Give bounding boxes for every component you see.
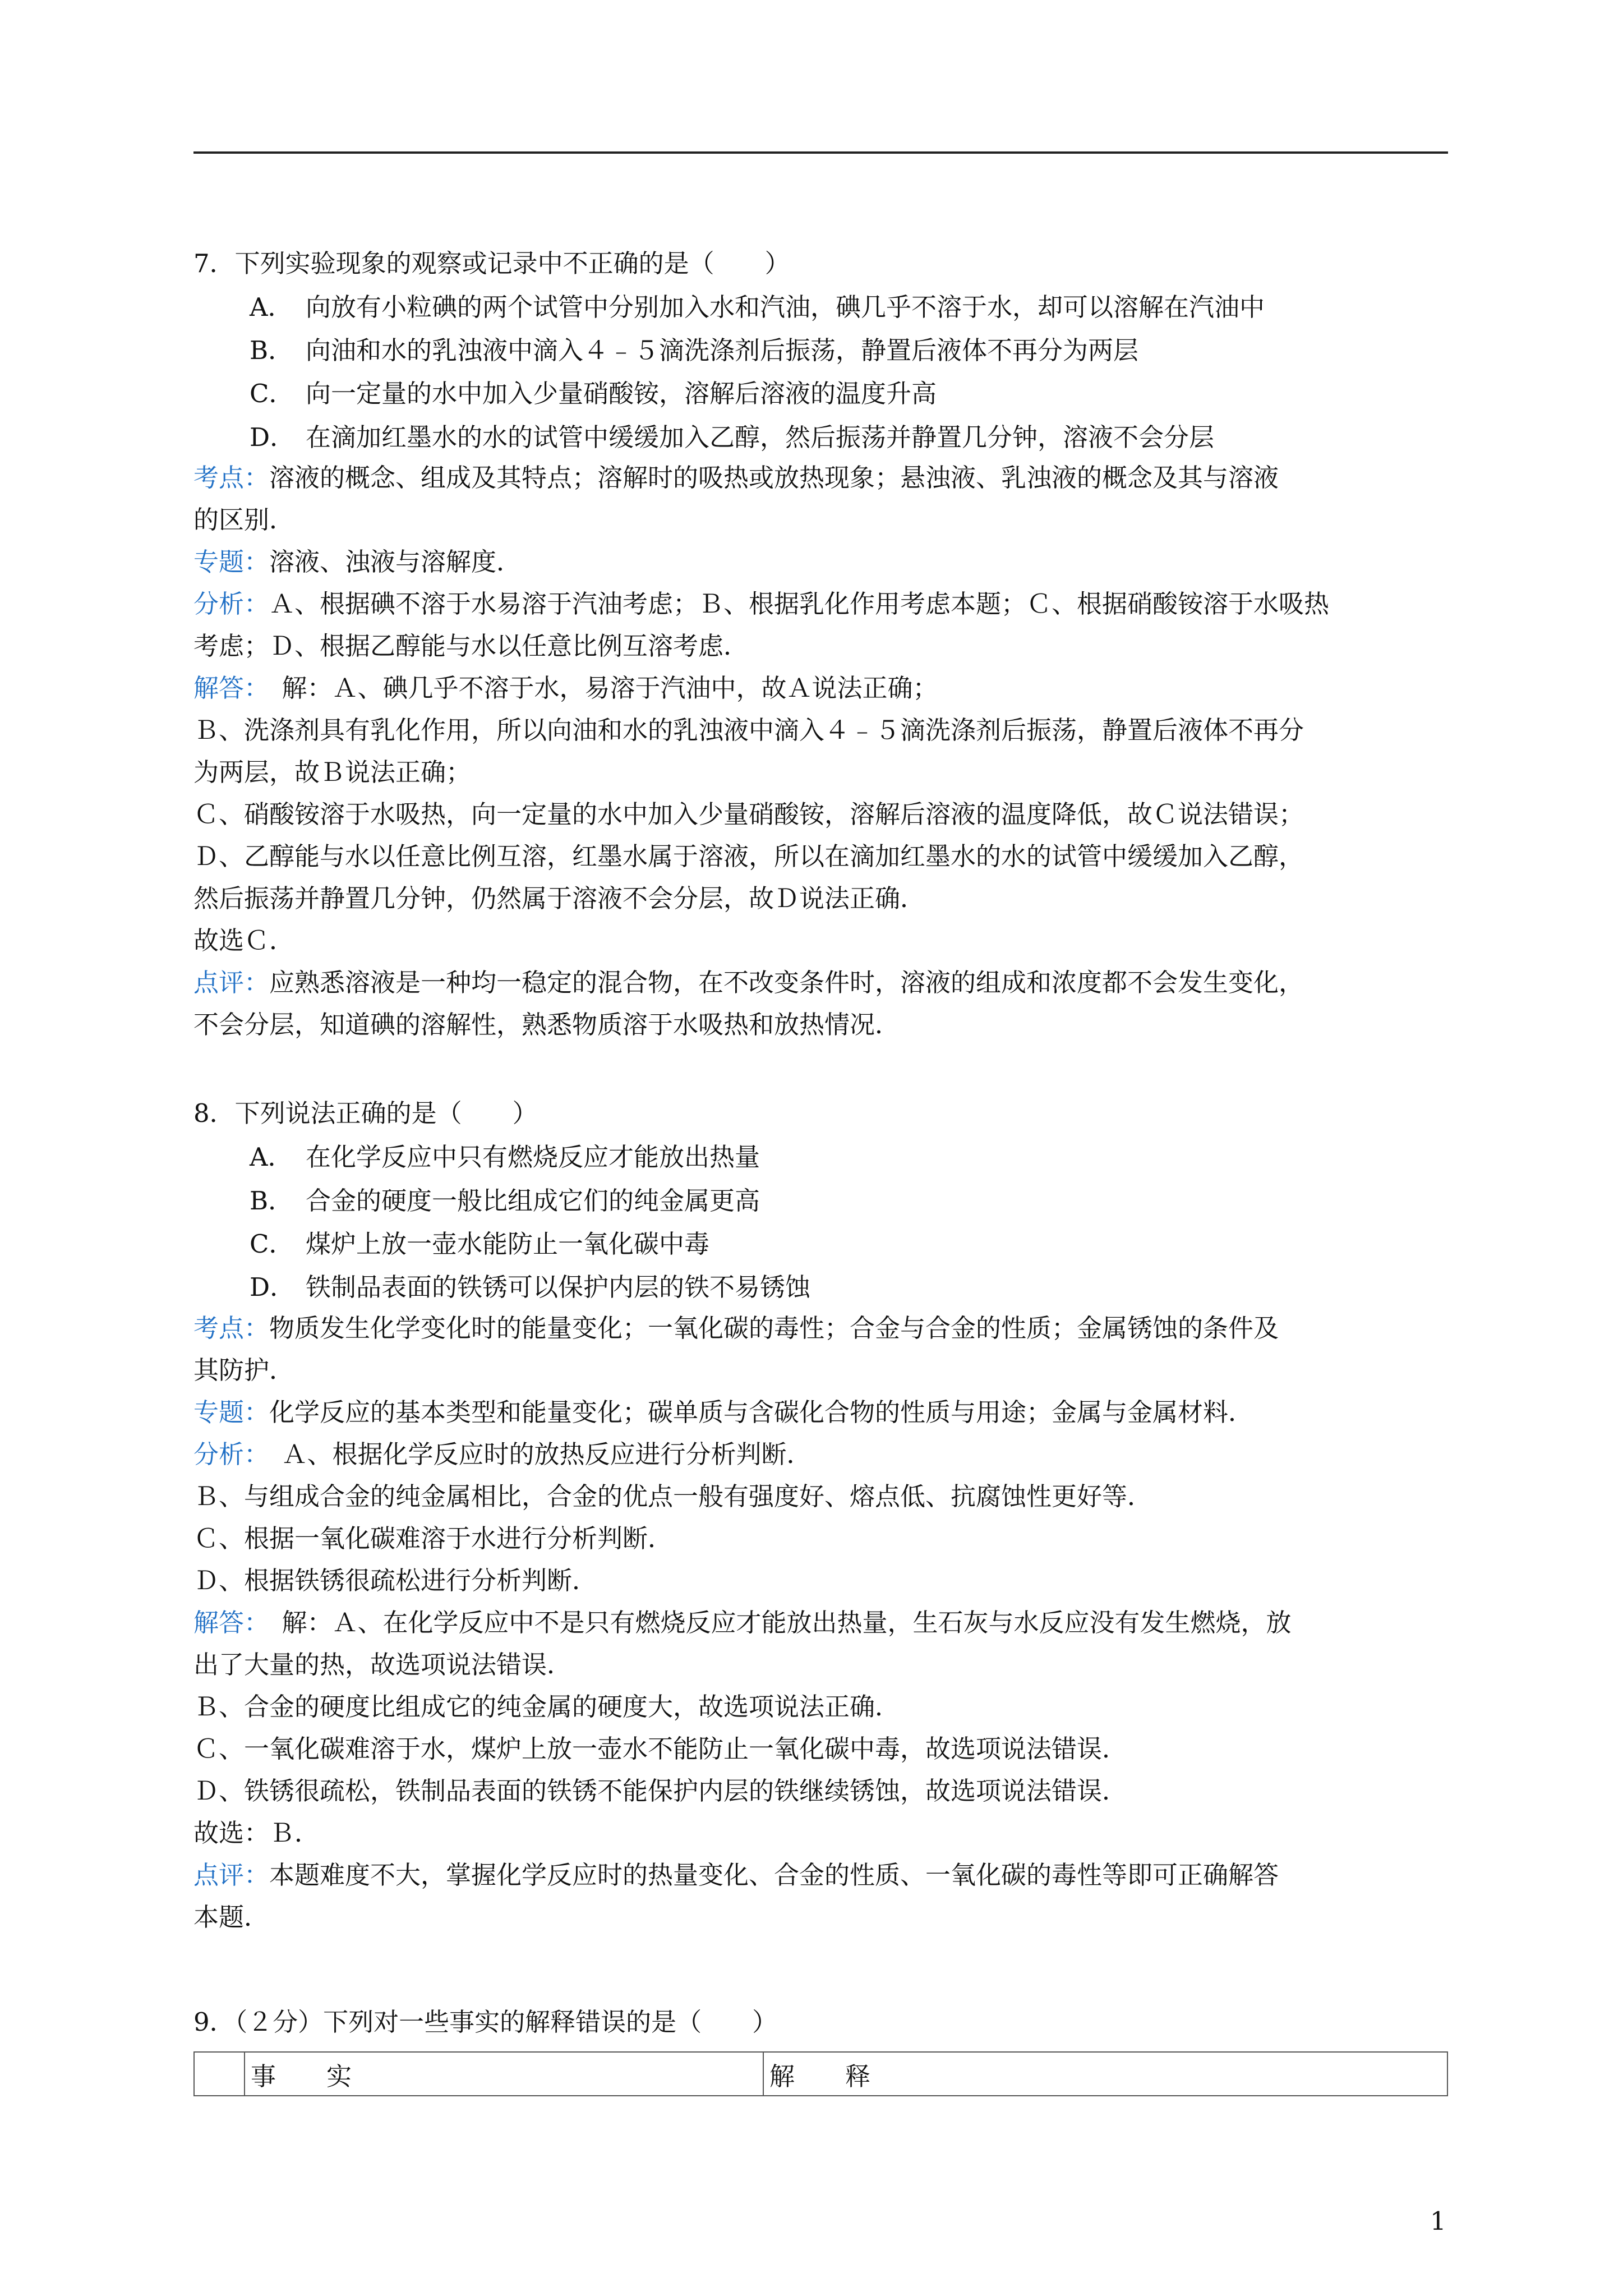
q7-dianping-label: 点评：: [193, 968, 270, 997]
q7-zhuanti-label: 专题：: [193, 547, 270, 577]
q8-stem: 8．下列说法正确的是（ ）: [193, 1098, 538, 1128]
q7-jieda-line-5: Ｄ、乙醇能与水以任意比例互溶，红墨水属于溶液，所以在滴加红墨水的水的试管中缓缓加入乙醇，: [193, 841, 1304, 871]
header-rule: [193, 151, 1448, 154]
q7-option-a-text: 向放有小粒碘的两个试管中分别加入水和汽油，碘几乎不溶于水，却可以溶解在汽油中: [306, 292, 1265, 322]
q8-option-b[interactable]: [250, 1184, 760, 1218]
q8-fenxi-line-4: Ｄ、根据铁锈很疏松进行分析判断．: [193, 1566, 598, 1595]
q8-zhuanti-label: 专题：: [193, 1397, 270, 1427]
q7-fenxi-line-1: Ａ、根据碘不溶于水易溶于汽油考虑；Ｂ、根据乳化作用考虑本题；Ｃ、根据硝酸铵溶于水吸热: [269, 589, 1330, 619]
q8-fenxi-line-2: Ｂ、与组成合金的纯金属相比，合金的优点一般有强度好、熔点低、抗腐蚀性更好等．: [193, 1481, 1153, 1511]
q7-option-c-text: 向一定量的水中加入少量硝酸铵，溶解后溶液的温度升高: [306, 379, 937, 408]
q7-jieda: [193, 671, 938, 705]
q8-fenxi-line-1: Ａ、根据化学反应时的放热反应进行分析判断．: [256, 1439, 812, 1469]
q8-option-a-letter: A．: [250, 1142, 293, 1172]
q8-dianping-line-2: 本题．: [193, 1902, 270, 1932]
q7-kaodian-line-2: 的区别．: [193, 505, 295, 535]
q8-dianping: [193, 1858, 1279, 1892]
q8-option-b-text: 合金的硬度一般比组成它们的纯金属更高: [306, 1186, 760, 1216]
q8-dianping-label: 点评：: [193, 1860, 270, 1890]
q8-kaodian: [193, 1312, 1279, 1345]
q7-stem: 7．下列实验现象的观察或记录中不正确的是（ ）: [193, 249, 790, 278]
q8-zhuanti-text: 化学反应的基本类型和能量变化；碳单质与含碳化合物的性质与用途；金属与金属材料．: [269, 1397, 1254, 1427]
q8-jieda: [193, 1606, 1292, 1640]
q7-zhuanti-text: 溶液、浊液与溶解度．: [269, 547, 522, 577]
q7-jieda-line-7: 故选Ｃ．: [193, 926, 295, 955]
q7-jieda-label: 解答：: [193, 673, 257, 703]
q8-option-d-text: 铁制品表面的铁锈可以保护内层的铁不易锈蚀: [306, 1272, 811, 1302]
q8-fenxi-line-3: Ｃ、根据一氧化碳难溶于水进行分析判断．: [193, 1524, 674, 1553]
q8-jieda-line-2: 出了大量的热，故选项说法错误．: [193, 1650, 573, 1680]
q8-jieda-line-1: 解：Ａ、在化学反应中不是只有燃烧反应才能放出热量，生石灰与水反应没有发生燃烧，放: [256, 1608, 1292, 1637]
q7-zhuanti: [193, 545, 522, 579]
q8-dianping-line-1: 本题难度不大，掌握化学反应时的热量变化、合金的性质、一氧化碳的毒性等即可正确解答: [269, 1860, 1279, 1890]
q7-jieda-line-1: 解：Ａ、碘几乎不溶于水，易溶于汽油中，故Ａ说法正确；: [256, 673, 938, 703]
q8-kaodian-line-2: 其防护．: [193, 1355, 295, 1385]
q8-jieda-line-5: Ｄ、铁锈很疏松，铁制品表面的铁锈不能保护内层的铁继续锈蚀，故选项说法错误．: [193, 1776, 1128, 1806]
q7-option-b-letter: B．: [250, 335, 294, 365]
q8-option-b-letter: B．: [250, 1186, 294, 1216]
q8-fenxi: [193, 1438, 812, 1471]
q7-jieda-line-6: 然后振荡并静置几分钟，仍然属于溶液不会分层，故Ｄ说法正确．: [193, 884, 926, 913]
q8-jieda-line-3: Ｂ、合金的硬度比组成它的纯金属的硬度大，故选项说法正确．: [193, 1692, 901, 1722]
q7-option-a-letter: A．: [250, 292, 293, 322]
q8-option-c-letter: C．: [250, 1229, 294, 1259]
q9-table-header-explanation: 解 释: [763, 2052, 1447, 2096]
q8-kaodian-label: 考点：: [193, 1313, 270, 1343]
q8-kaodian-line-1: 物质发生化学变化时的能量变化；一氧化碳的毒性；合金与合金的性质；金属锈蚀的条件及: [269, 1313, 1279, 1343]
q8-option-c[interactable]: [250, 1227, 709, 1261]
q9-table-header-index: [194, 2052, 245, 2096]
page-number: 1: [1430, 2206, 1446, 2236]
q9-stem: 9．（２分）下列对一些事实的解释错误的是（ ）: [193, 2007, 778, 2037]
q7-kaodian-label: 考点：: [193, 463, 270, 493]
q7-fenxi-line-2: 考虑；Ｄ、根据乙醇能与水以任意比例互溶考虑．: [193, 631, 749, 661]
q7-option-a[interactable]: [250, 291, 1265, 324]
q7-option-c-letter: C．: [250, 379, 294, 408]
q8-option-d-letter: D．: [250, 1272, 296, 1302]
q7-option-c[interactable]: [250, 377, 937, 411]
q7-dianping-line-2: 不会分层，知道碘的溶解性，熟悉物质溶于水吸热和放热情况．: [193, 1010, 901, 1039]
q8-zhuanti: [193, 1396, 1253, 1429]
q7-fenxi: [193, 587, 1329, 621]
q7-option-b-text: 向油和水的乳浊液中滴入４﹣５滴洗涤剂后振荡，静置后液体不再分为两层: [306, 335, 1139, 365]
q8-option-d[interactable]: [250, 1271, 810, 1304]
q7-jieda-line-3: 为两层，故Ｂ说法正确；: [193, 757, 472, 787]
q7-kaodian-line-1: 溶液的概念、组成及其特点；溶解时的吸热或放热现象；悬浊液、乳浊液的概念及其与溶液: [269, 463, 1279, 493]
q8-fenxi-label: 分析：: [193, 1439, 257, 1469]
q9-table-header-fact: 事 实: [245, 2052, 763, 2096]
q8-option-c-text: 煤炉上放一壶水能防止一氧化碳中毒: [306, 1229, 710, 1259]
q7-option-b[interactable]: [250, 334, 1138, 367]
q7-option-d[interactable]: [250, 421, 1214, 454]
q7-jieda-line-2: Ｂ、洗涤剂具有乳化作用，所以向油和水的乳浊液中滴入４﹣５滴洗涤剂后振荡，静置后液体不再分: [193, 715, 1304, 745]
q7-option-d-text: 在滴加红墨水的水的试管中缓缓加入乙醇，然后振荡并静置几分钟，溶液不会分层: [306, 422, 1215, 452]
q9-table: [193, 2051, 1448, 2096]
q8-option-a[interactable]: [250, 1140, 760, 1174]
q7-dianping-line-1: 应熟悉溶液是一种均一稳定的混合物，在不改变条件时，溶液的组成和浓度都不会发生变化，: [269, 968, 1304, 997]
q7-jieda-line-4: Ｃ、硝酸铵溶于水吸热，向一定量的水中加入少量硝酸铵，溶解后溶液的温度降低，故Ｃ说法错误；: [193, 799, 1304, 829]
q8-jieda-line-6: 故选：Ｂ．: [193, 1818, 320, 1848]
q7-kaodian: [193, 461, 1279, 495]
q7-option-d-letter: D．: [250, 422, 296, 452]
q8-jieda-line-4: Ｃ、一氧化碳难溶于水，煤炉上放一壶水不能防止一氧化碳中毒，故选项说法错误．: [193, 1734, 1128, 1764]
q7-dianping: [193, 966, 1304, 1000]
table-row: [194, 2052, 1447, 2096]
q8-jieda-label: 解答：: [193, 1608, 257, 1637]
q7-fenxi-label: 分析：: [193, 589, 270, 619]
q8-option-a-text: 在化学反应中只有燃烧反应才能放出热量: [306, 1142, 760, 1172]
